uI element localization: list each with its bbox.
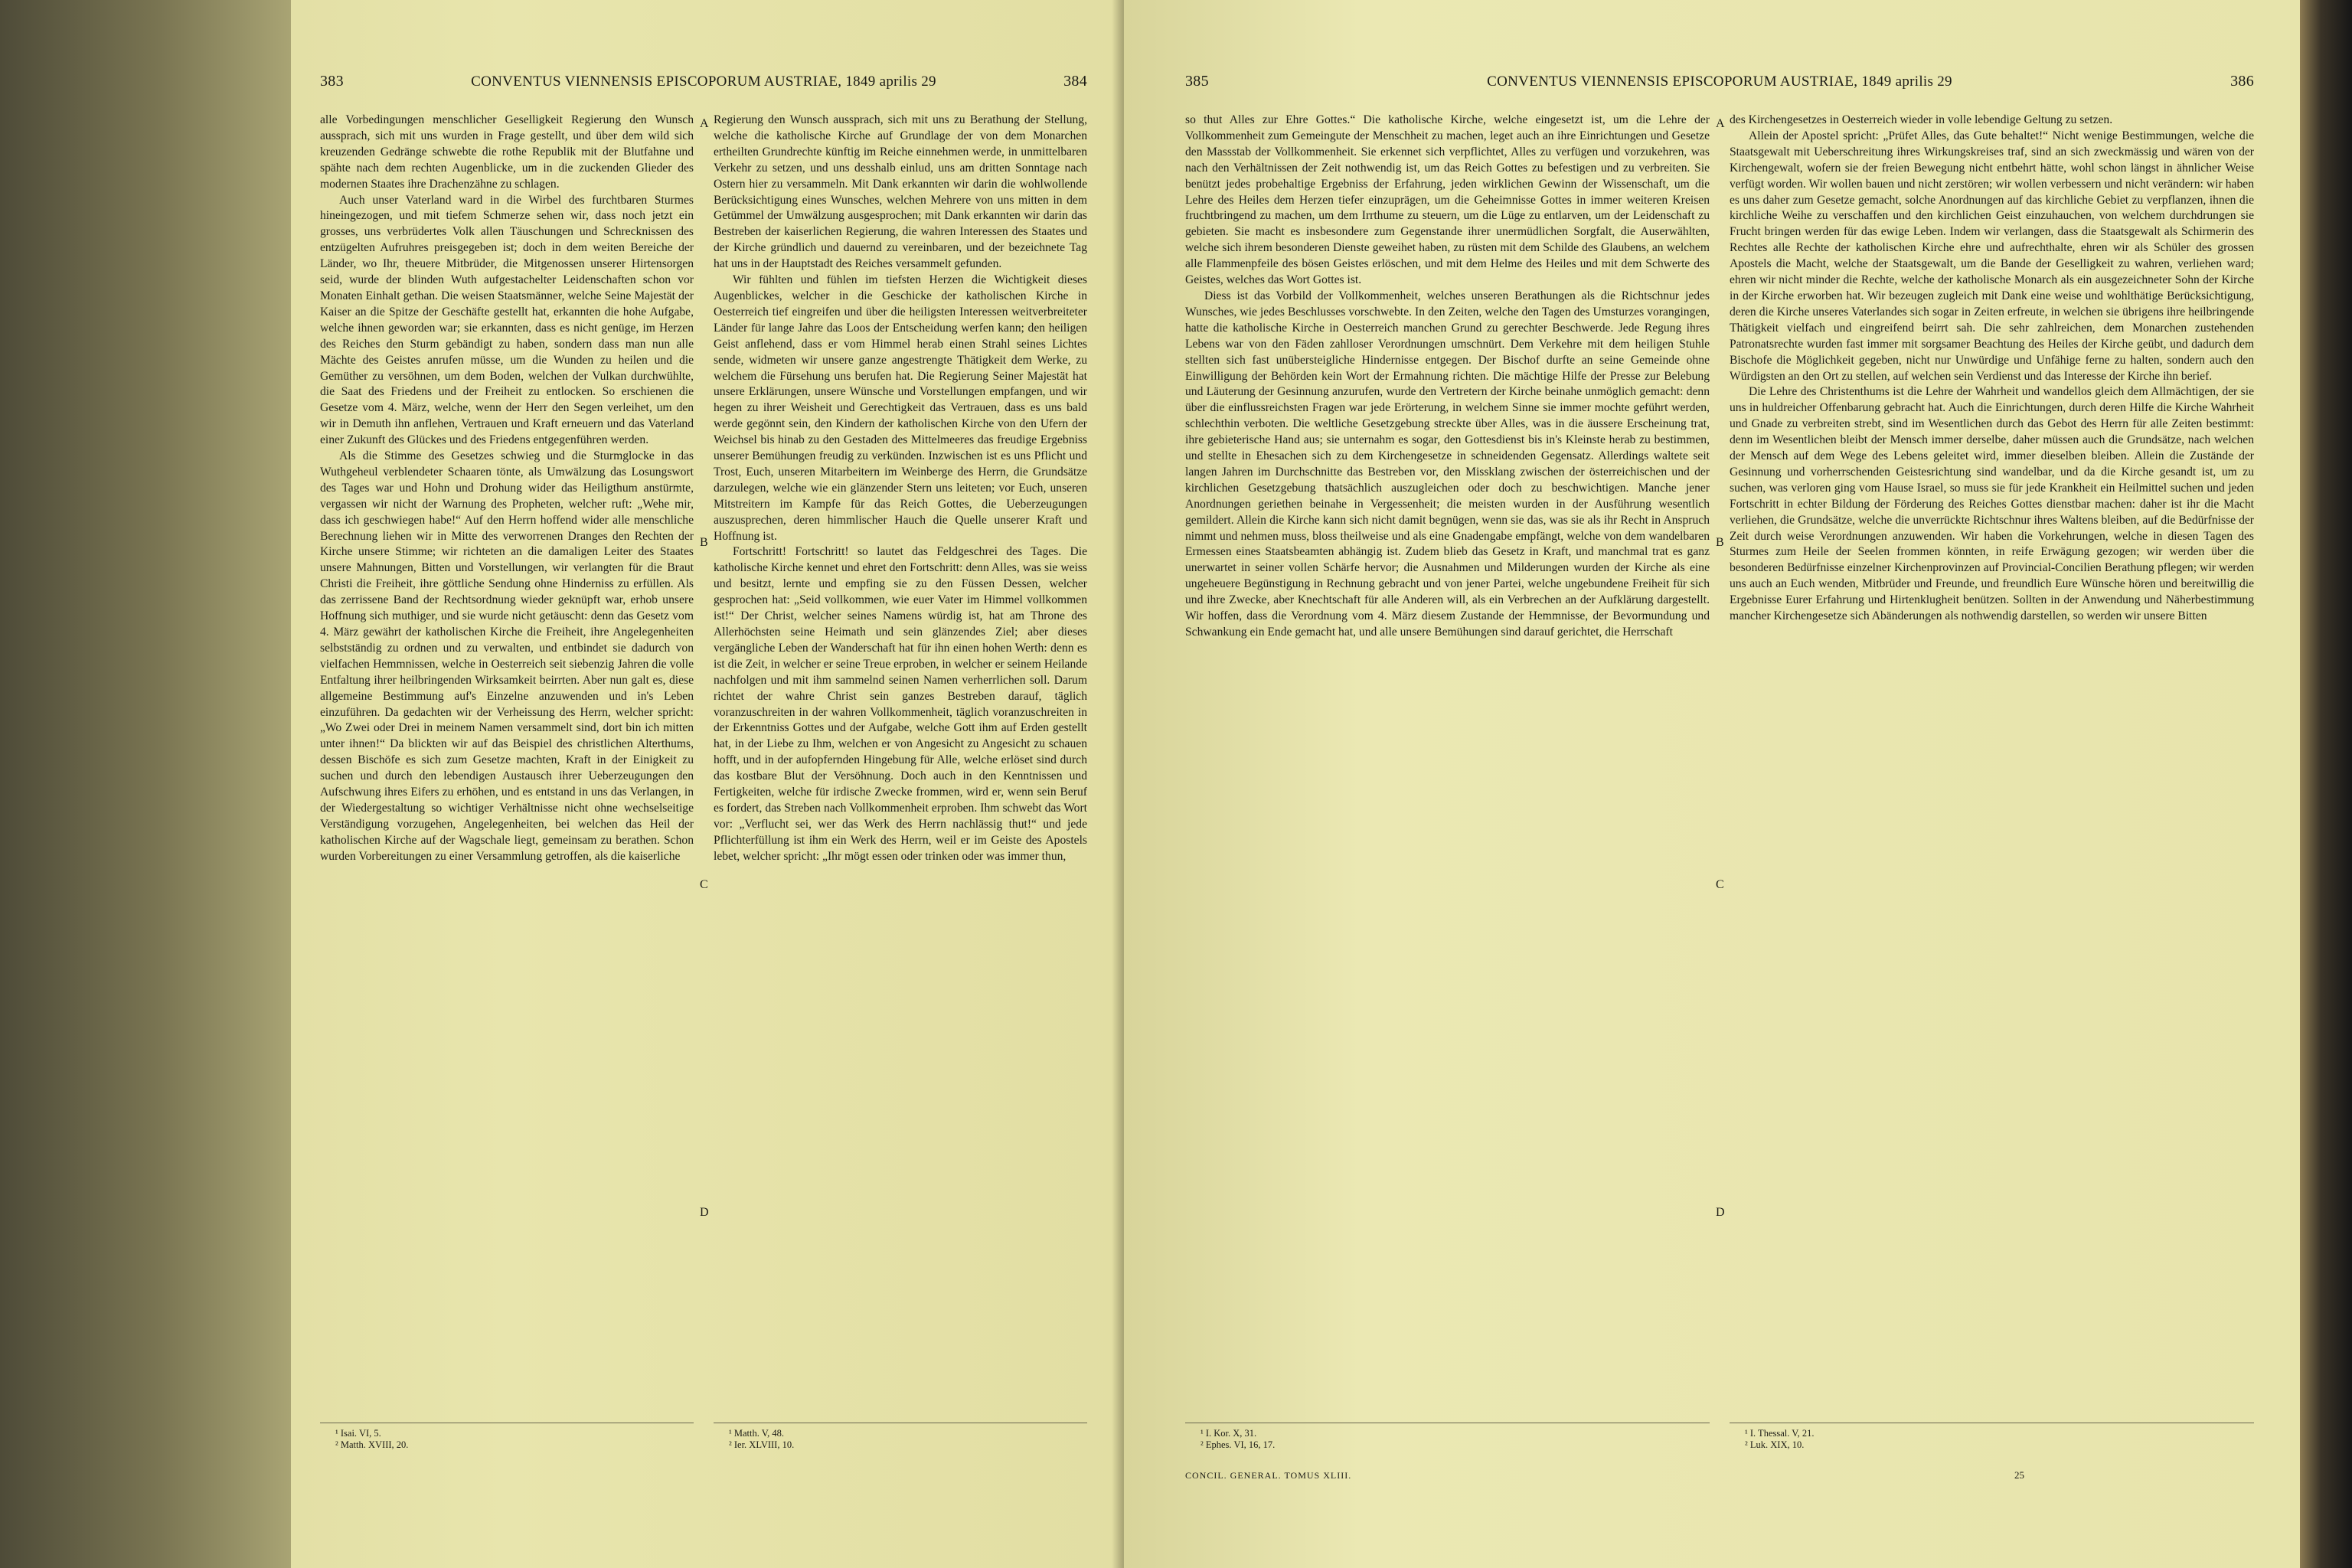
margin-marker: A xyxy=(700,117,709,130)
sheet-number: 25 xyxy=(2014,1469,2024,1481)
page-number: 383 xyxy=(320,73,344,90)
paragraph: Als die Stimme des Gesetzes schwieg und die Sturmglocke in das Wuthgeheul verblendeter Schaaren tönte, als Umwälzung das Losungswort des Tages war und Hohn und Drohung wider das Heiligthum anstürmte, vergassen wir nicht der Warnung des Propheten, welcher ruft: „Wehe mir, dass ich geschwiegen habe!“ Auf den Herrn hoffend wider alle menschliche Berechnung liehen wir in Mitte des verworrenen Dranges den Rechten der Kirche unsere Stimme; wir richteten an die damaligen Leiter des Staates unsere Mahnungen, Bitten und Vorstellungen, wir verlangten für die Braut Christi die Freiheit, ihre göttliche Sendung ohne Hinderniss zu erfüllen. Als das zerrissene Band der Rechtsordnung wieder geknüpft war, erhob unsere Hoffnung sich muthiger, und sie wurde nicht getäuscht: denn das Gesetz vom 4. März gewährt der katholischen Kirche die Freiheit, ihre Angelegenheiten selbstständig zu ordnen und zu verwalten, und entbindet sie dadurch von vielfachen Hemmnissen, welche in Oesterreich seit siebenzig Jahren die volle Entfaltung ihrer heilbringenden Wirksamkeit beirrten. Aber nun galt es, diese allgemeine Bestimmung auf's Einzelne anzuwenden und in's Leben einzuführen. Da gedachten wir der Verheissung des Herrn, welcher spricht: „Wo Zwei oder Drei in meinem Namen versammelt sind, dort bin ich mitten unter ihnen!“ Da blickten wir auf das Beispiel des christlichen Alterthums, dessen Bischöfe es sich zum Gesetze machten, Kraft in der Einigkeit zu suchen und durch den lebendigen Austausch ihrer Ueberzeugungen den Aufschwung ihres Eifers zu erhöhen, und es entstand in uns das Verlangen, in der Wiedergestaltung so wichtiger Verhältnisse nicht ohne wechselseitige Verständigung vorzugehen, Angelegenheiten, bei welchen das Heil der katholischen Kirche auf der Wagschale liegt, gemeinsam zu berathen. Schon wurden Vorbereitungen zu einer Versammlung getroffen, als die kaiserliche xyxy=(320,449,694,863)
running-head xyxy=(1185,73,2254,113)
footnote: ¹ I. Thessal. V, 21. xyxy=(1745,1428,1815,1439)
text-column-1 xyxy=(320,113,694,1483)
margin-marker: B xyxy=(700,536,708,549)
footnote: ² Ier. XLVIII, 10. xyxy=(729,1439,795,1450)
margin-marker: C xyxy=(1716,878,1724,891)
paragraph: Diess ist das Vorbild der Vollkommenheit, welches unseren Berathungen als die Richtschnur jedes Wunsches, wie jedes Beschlusses vorschwebte. In den Zeiten, welche den Tagen des Umsturzes vorangingen, hatte die katholische Kirche in Oesterreich manchen Grund zu gerechter Beschwerde. Jede Regung ihres Lebens war von den Fäden zahlloser Verordnungen umschnürt. Dem Verkehre mit dem heiligen Stuhle stellten sich fast unübersteigliche Hindernisse entgegen. Der Bischof durfte an seine Gemeinde ohne Einwilligung der Behörden kein Wort der Ermahnung richten. Die mächtige Hilfe der Presse zur Belebung und Läuterung der Gesinnung anzurufen, wurde den Vertretern der Kirche beinahe unmöglich gemacht: denn über die einflussreichsten Fragen war jede Erörterung, in welchem Sinne sie immer mochte geführt werden, schlechthin verboten. Die weltliche Gesetzgebung streckte über Alles, was in die äussere Erscheinung trat, ihre gebieterische Hand aus; sie unternahm es sogar, den Gottesdienst bis in's Kleinste herab zu bestimmen, und stellte in Ehesachen sich zu dem Kirchengesetze in schneidenden Gegensatz. Allerdings waltete seit langen Jahren im Durchschnitte das Bestreben vor, den Missklang zwischen der österreichischen und der kirchlichen Gesetzgebung thatsächlich auszugleichen oder doch zu beschwichtigen. Manche jener Anordnungen geriethen beinahe in Vergessenheit; die meisten wurden in der Ausführung wesentlich gemildert. Allein die Kirche kann sich nicht damit begnügen, wenn sie das, was sie als ihr Recht in Anspruch nimmt und nehmen muss, bloss theilweise und als eine Gnadengabe empfängt, welche von dem wandelbaren Ermessen eines Staatsbeamten abhängig ist. Zudem blieb das Gesetz in Kraft, und manchmal trat es ganz unerwartet in seiner vollen Schärfe hervor; die Ausnahmen und Milderungen wurden der Kirche als eine ungeheuere Begünstigung in Rechnung gebracht und von jener Partei, welche ungebundene Freiheit für sich und ihre Zwecke, aber Knechtschaft für alle Anderen will, als ein Verbrechen an der Aufklärung dargestellt. Wir hoffen, dass die Verordnung vom 4. März diesem Zustande der Hemmnisse, der Bevormundung und Schwankung ein Ende gemacht hat, und alle unsere Bemühungen sind darauf gerichtet, die Herrschaft xyxy=(1185,289,1710,639)
footnote: ¹ I. Kor. X, 31. xyxy=(1200,1428,1257,1439)
paragraph: Allein der Apostel spricht: „Prüfet Alles, das Gute behaltet!“ Nicht wenige Bestimmungen, welche die Staatsgewalt mit Ueberschreitung ihres Wirkungskreises traf, sind an sich zweckmässig und wären von der Kirchengewalt, wofern sie der freien Bewegung nicht entbehrt hätte, wohl schon längst in ähnlicher Weise verfügt worden. Wir wollen bauen und nicht zerstören; wir wollen verbessern und nicht verändern: wir haben es uns daher zum Gesetze gemacht, solche Anordnungen auf das kirchliche Gebiet zu verpflanzen, ihnen die kirchliche Weihe zu verschaffen und den kirchlichen Geist einzuhauchen, von welchem durchdrungen sie Frucht bringen werden für das ewige Leben. Indem wir verlangen, dass die Staatsgewalt als Schirmerin des Rechtes alle Rechte der katholischen Kirche ehre und aufrechthalte, ehren wir als Schüler des grossen Apostels die Macht, welche der Staatsgewalt, um die Bande der Geselligkeit zu wahren, verliehen ward; ehren wir nicht minder die Rechte, welche der katholische Monarch als ein ausgezeichneter Sohn der Kirche in der Kirche erworben hat. Wir bezeugen zugleich mit Dank eine weise und wohlthätige Berücksichtigung, deren die Kirche unseres Vaterlandes sich sogar in Zeiten erfreute, in welchen sie übrigens ihre heilbringende Thätigkeit vielfach und eingreifend beirrt sah. Die sehr zahlreichen, dem Monarchen zustehenden Patronatsrechte wurden fast immer mit sorgsamer Beachtung des Heiles der Kirche geübt, und dadurch dem Bischofe die Möglichkeit gegeben, nicht nur Unwürdige und Unfähige ferne zu halten, sondern auch den Würdigsten an den Ort zu stellen, auf welchen sein Verdienst und das Interesse der Kirche ihn berief. xyxy=(1730,129,2254,383)
paragraph: alle Vorbedingungen menschlicher Geselligkeit Regierung den Wunsch aussprach, sich mit uns wurden in Frage gestellt, und über dem wild sich kreuzenden Gedränge schwebte die rothe Republik mit der Blutfahne und spähte nach dem rechten Augenblicke, um in die zuckenden Glieder des modernen Staates ihre Drachenzähne zu schlagen. xyxy=(320,113,694,191)
footnote: ² Matth. XVIII, 20. xyxy=(335,1439,409,1450)
footnotes xyxy=(1730,1423,2254,1483)
page-number: 385 xyxy=(1185,73,1209,90)
margin-marker: A xyxy=(1716,117,1725,130)
book-edge xyxy=(2300,0,2352,1568)
running-head xyxy=(320,73,1087,113)
text-column-2 xyxy=(1716,113,2254,1483)
footnote: ¹ Matth. V, 48. xyxy=(729,1428,785,1439)
paragraph: Fortschritt! Fortschritt! so lautet das Feldgeschrei des Tages. Die katholische Kirche kennet und ehret den Fortschritt: denn Alles, was sie weiss und besitzt, lernte und empfing sie zu den Füssen Dessen, welcher gesprochen hat: „Seid vollkommen, wie euer Vater im Himmel vollkommen ist!“ Der Christ, welcher seines Namens würdig ist, hat am Throne des Allerhöchsten seine Heimath und sein glänzendes Ziel; aber dieses vergängliche Leben der Wanderschaft hat für ihn einen hohen Werth: denn es ist die Zeit, in welcher er seine Treue erproben, in welcher er seinem Heilande nachfolgen und mit ihm sammelnd seinen Namen verherrlichen soll. Darum richtet der wahre Christ sein ganzes Bestreben darauf, täglich voranzuschreiten in der wahren Vollkommenheit, täglich voranzuschreiten in der Erkenntniss Gottes und der Aufgabe, welche Gott ihm auf Erden gestellt hat, in der Liebe zu Ihm, welchen er von Angesicht zu Angesicht zu schauen hofft, und in der aufopfernden Hingebung für Alle, welche erlöset sind durch das kostbare Blut der Versöhnung. Doch auch in den Kenntnissen und Fertigkeiten, welche für irdische Zwecke frommen, wird er, wenn sein Beruf es fordert, das Streben nach Vollkommenheit erproben. Ihm schwebt das Wort vor: „Verflucht sei, wer das Werk des Herrn nachlässig thut!“ und jede Pflichterfüllung ist ihm ein Werk des Herrn, weil er im Geiste des Apostels lebet, welcher spricht: „Ihr mögt essen oder trinken oder was immer thun, xyxy=(714,545,1087,863)
page-number: 384 xyxy=(1063,73,1087,90)
paragraph: so thut Alles zur Ehre Gottes.“ Die katholische Kirche, welche eingesetzt ist, um die Lehre der Vollkommenheit zum Gemeingute der Menschheit zu machen, leget auch an ihre Einrichtungen und Gesetze den Massstab der Vollkommenheit. Sie erkennet sich verpflichtet, Alles zu verfügen und vorzukehren, was nach den Verhältnissen der Zeit nothwendig ist, um das Reich Gottes zu befestigen und zu verbreiten. Sie benützt jedes probehaltige Ergebniss der Erfahrung, jeden wirklichen Gewinn der Wissenschaft, um die Lehre des Heiles dem Herzen tiefer einzuprägen, um die Geheimnisse Gottes in immer weiteren Kreisen fruchtbringend zu machen, um dem Irrthume zu steuern, um die Lüge zu entlarven, um der Leidenschaft zu gebieten. Sie macht es insbesondere zum Gegenstande ihrer unermüdlichen Sorgfalt, die Auserwählten, welche sich ihrem besonderen Dienste geweihet haben, zu rüsten mit dem Schilde des Glaubens, an welchem alle Flammenpfeile des bösen Geistes erlöschen, und mit dem Helme des Heiles und mit dem Schwerte des Geistes, welches das Wort Gottes ist. xyxy=(1185,113,1710,287)
margin-marker: B xyxy=(1716,536,1724,549)
text-columns xyxy=(320,113,1087,1483)
paragraph: Die Lehre des Christenthums ist die Lehre der Wahrheit und wandellos gleich dem Allmächtigen, der sie uns in huldreicher Offenbarung gebracht hat. Auch die Einrichtungen, durch deren Hilfe die Kirche Wahrheit und Gnade zu verbreiten strebt, sind im Wesentlichen durch das Gebot des Herrn für alle Zeiten bestimmt: denn im Wesentlichen bleibt der Mensch immer derselbe, daher müssen auch die Grundsätze, nach welchen der Mensch auf dem Wege des Lebens geleitet wird, immer dieselben bleiben. Allein die Zustände der Gesinnung und vorherrschenden Geistesrichtung sind wandelbar, und da die Kirche gesandt ist, um zu suchen, was verloren ging vom Hause Israel, so muss sie für jede Krankheit ein Heilmittel suchen und jeden Fortschritt in echter Bildung der Förderung des Reiches Gottes dienstbar machen: daher ist ihr die Macht verliehen, die Grundsätze, welche die unverrückte Richtschnur ihres Waltens bleiben, auf die Bedürfnisse der Zeit durch weise Verordnungen anzuwenden. Wir haben die Vorkehrungen, welche in diesen Tagen des Sturmes zum Heile der Seelen frommen könnten, in reife Erwägung gezogen; wir werden über die besonderen Bedürfnisse einzelner Kirchenprovinzen auf Provincial-Concilien Berathung pflegen; wir werden uns auch an Euch wenden, Mitbrüder und Freunde, und freundlich Eure Wünsche hören und bereitwillig die Ergebnisse Eurer Erfahrung und Hirtenklugheit benützen. Sollten in der Anwendung und Näherbestimmung mancher Kirchengesetze sich Abänderungen als nothwendig darstellen, so werden wir unsere Bitten xyxy=(1730,385,2254,623)
paragraph: Regierung den Wunsch aussprach, sich mit uns zu Berathung der Stellung, welche die katholische Kirche auf Grundlage der von dem Monarchen ertheilten Grundrechte künftig im Reiche einnehmen werde, in unmittelbaren Verkehr zu setzen, und uns desshalb einlud, uns am dritten Sonntage nach Ostern hier zu versammeln. Mit Dank erkannten wir darin die wohlwollende Berücksichtigung eines Wunsches, welchen Mehrere von uns mitten in dem Getümmel der Umwälzung ausgesprochen; mit Dank erkannten wir darin das Bestreben der kaiserlichen Regierung, die wahren Interessen des Staates und der Kirche gründlich und dauernd zu vereinbaren, und der bezeichnete Tag hat uns in der Hauptstadt des Reiches versammelt gefunden. xyxy=(714,113,1087,271)
page-number: 386 xyxy=(2230,73,2254,90)
paragraph: Wir fühlten und fühlen im tiefsten Herzen die Wichtigkeit dieses Augenblickes, welcher in die Geschicke der katholischen Kirche in Oesterreich tief eingreifen und über die heiligsten Interessen weitverbreiteter Länder für lange Jahre das Loos der Entscheidung werfen kann; den heiligen Geist anflehend, dass er vom Himmel herab einen Strahl seines Lichtes sende, widmeten wir unsere ganze angestrengte Thätigkeit dem Werke, zu welchem die Fürsehung uns berufen hat. Die Regierung Seiner Majestät hat unsere Erklärungen, unsere Wünsche und Vorstellungen empfangen, und wir hegen zu ihrer Weisheit und Gerechtigkeit das Vertrauen, dass es uns bald werde gegönnt sein, den Kindern der katholischen Kirche von den Ufern der Weichsel bis hinab zu den Gestaden des Mittelmeeres das freudige Ergebniss unserer Bemühungen freudig zu verkünden. Inzwischen ist es uns Pflicht und Trost, Euch, unseren Mitarbeitern im Weinberge des Herrn, die Grundsätze darzulegen, welche wie ein glänzender Stern uns leiteten; vor Euch, unseren Mitstreitern im Kampfe für das Reich Gottes, die Ueberzeugungen auszusprechen, deren himmlischer Hauch die Quelle unserer Kraft und Hoffnung ist. xyxy=(714,273,1087,543)
footnote: ² Ephes. VI, 16, 17. xyxy=(1200,1439,1276,1450)
margin-marker: C xyxy=(700,878,708,891)
paragraph: Auch unser Vaterland ward in die Wirbel des furchtbaren Sturmes hineingezogen, und mit tiefem Schmerze sehen wir, dass noch jetzt ein grosses, uns verbrüdertes Volk allen Täuschungen und Schrecknissen des entzügelten Aufruhres preisgegeben ist; doch in dem weiten Bereiche der Länder, wo Ihr, theuere Mitbrüder, die Mitgenossen unserer Hirtensorgen seid, wurde der blinden Wuth aufgestachelter Leidenschaften schon vor Monaten Einhalt gethan. Die weisen Staatsmänner, welche Seine Majestät der Kaiser an die Spitze der Geschäfte gestellt hat, erkannten die hohe Aufgabe, welche ihnen geworden war; sie erkannten, dass es nicht genüge, im Herzen des Reiches den Sturm gebändigt zu haben, sondern dass man nun alle Mächte des Geistes anrufen müsse, um die Wunden zu heilen und die Gemüther zu versöhnen, um dem Boden, welchen der Vulkan durchwühlte, die Saat des Friedens und der Freiheit zu entlocken. So erschienen die Gesetze vom 4. März, welche, wenn der Herr den Segen verleihet, um den wir in Demuth ihn anflehen, Vertrauen und Kraft erneuern und das Vaterland einer Zukunft des Glückes und des Friedens entgegenführen werden. xyxy=(320,193,694,447)
signature-mark: CONCIL. GENERAL. TOMUS XLIII. xyxy=(1185,1470,1352,1481)
paragraph: des Kirchengesetzes in Oesterreich wieder in volle lebendige Geltung zu setzen. xyxy=(1730,113,2113,126)
footnotes xyxy=(714,1423,1087,1483)
text-column-2 xyxy=(700,113,1087,1483)
text-column-1 xyxy=(1185,113,1710,1483)
margin-marker: D xyxy=(700,1206,709,1219)
footnote: ¹ Isai. VI, 5. xyxy=(335,1428,381,1439)
running-title: CONVENTUS VIENNENSIS EPISCOPORUM AUSTRIAE, 1849 aprilis 29 xyxy=(1487,74,1952,90)
text-columns xyxy=(1185,113,2254,1483)
left-page xyxy=(0,0,1124,1568)
running-title: CONVENTUS VIENNENSIS EPISCOPORUM AUSTRIAE, 1849 aprilis 29 xyxy=(471,74,936,90)
right-page xyxy=(1124,0,2300,1568)
footnotes xyxy=(320,1423,694,1483)
margin-marker: D xyxy=(1716,1206,1725,1219)
footnote: ² Luk. XIX, 10. xyxy=(1745,1439,1805,1450)
